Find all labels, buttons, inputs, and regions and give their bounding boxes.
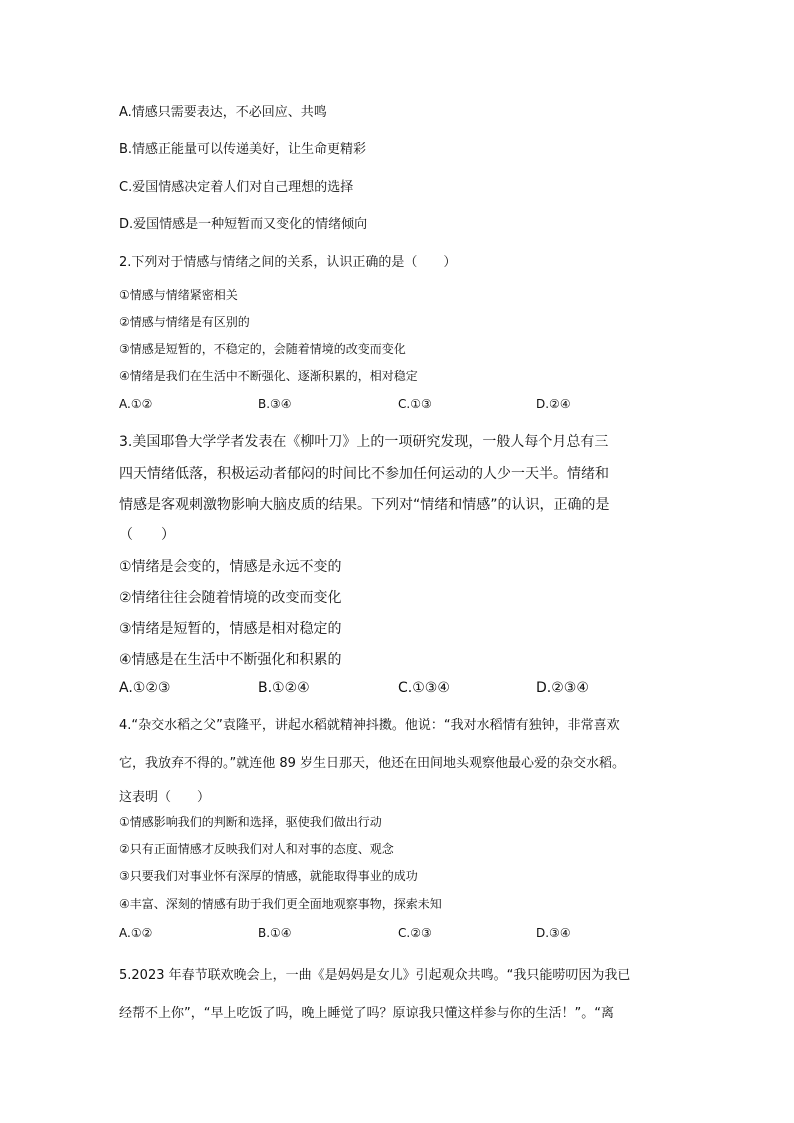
- q4-options: [119, 926, 679, 946]
- q3-stem-line-2: 四天情绪低落，积极运动者郁闷的时间比不参加任何运动的人少一天半。情绪和: [119, 466, 609, 482]
- q4-item-3: ③只要我们对事业怀有深厚的情感，就能取得事业的成功: [119, 869, 418, 883]
- q2-item-1: ①情感与情绪紧密相关: [119, 288, 238, 302]
- q3-options: [119, 680, 679, 700]
- q5-stem-line-2: 经帮不上你”，“早上吃饭了吗，晚上睡觉了吗？原谅我只懂这样参与你的生活！”。“离: [119, 1006, 614, 1021]
- q2-option-c: C.①③: [398, 397, 432, 411]
- q2-option-a: A.①②: [119, 397, 153, 411]
- q3-option-b: B.①②④: [258, 680, 310, 696]
- q4-stem-line-1: 4.“杂交水稻之父”袁隆平，讲起水稻就精神抖擞。他说：“我对水稻情有独钟，非常喜欢: [119, 718, 620, 733]
- q2-item-4: ④情绪是我们在生活中不断强化、逐渐积累的，相对稳定: [119, 369, 418, 383]
- q2-option-b: B.③④: [258, 397, 292, 411]
- q2-stem: 2.下列对于情感与情绪之间的关系，认识正确的是（ ）: [119, 255, 457, 270]
- q5-stem-line-1: 5.2023 年春节联欢晚会上，一曲《是妈妈是女儿》引起观众共鸣。“我只能唠叨因为我已: [119, 968, 631, 983]
- q2-item-3: ③情感是短暂的，不稳定的，会随着情境的改变而变化: [119, 342, 406, 356]
- q4-item-4: ④丰富、深刻的情感有助于我们更全面地观察事物，探索未知: [119, 897, 442, 911]
- q3-stem-line-3: 情感是客观刺激物影响大脑皮质的结果。下列对“情绪和情感”的认识，正确的是: [119, 497, 610, 513]
- q2-option-d: D.②④: [536, 397, 571, 411]
- q4-stem-line-3: 这表明（ ）: [119, 790, 211, 805]
- q3-item-3: ③情绪是短暂的，情感是相对稳定的: [119, 621, 342, 637]
- q4-stem-line-2: 它，我放弃不得的。”就连他 89 岁生日那天，他还在田间地头观察他最心爱的杂交水稻。: [119, 756, 626, 771]
- q3-option-d: D.②③④: [536, 680, 589, 696]
- q3-stem-line-4: （ ）: [119, 527, 175, 543]
- q1-option-d: D.爱国情感是一种短暂而又变化的情绪倾向: [119, 217, 368, 232]
- q3-item-2: ②情绪往往会随着情境的改变而变化: [119, 590, 342, 606]
- q3-option-c: C.①③④: [398, 680, 450, 696]
- q4-option-a: A.①②: [119, 926, 153, 940]
- q3-stem-line-1: 3.美国耶鲁大学学者发表在《柳叶刀》上的一项研究发现，一般人每个月总有三: [119, 434, 609, 450]
- q2-item-2: ②情感与情绪是有区别的: [119, 315, 250, 329]
- q4-option-d: D.③④: [536, 926, 571, 940]
- q4-option-b: B.①④: [258, 926, 292, 940]
- q1-option-b: B.情感正能量可以传递美好，让生命更精彩: [119, 142, 367, 157]
- q4-item-1: ①情感影响我们的判断和选择，驱使我们做出行动: [119, 815, 382, 829]
- q2-options: [119, 397, 679, 417]
- q1-option-c: C.爱国情感决定着人们对自己理想的选择: [119, 180, 354, 195]
- q4-item-2: ②只有正面情感才反映我们对人和对事的态度、观念: [119, 842, 394, 856]
- q1-option-a: A.情感只需要表达，不必回应、共鸣: [119, 105, 327, 120]
- q3-item-1: ①情绪是会变的，情感是永远不变的: [119, 559, 342, 575]
- q4-option-c: C.②③: [398, 926, 432, 940]
- q3-option-a: A.①②③: [119, 680, 171, 696]
- q3-item-4: ④情感是在生活中不断强化和积累的: [119, 652, 342, 668]
